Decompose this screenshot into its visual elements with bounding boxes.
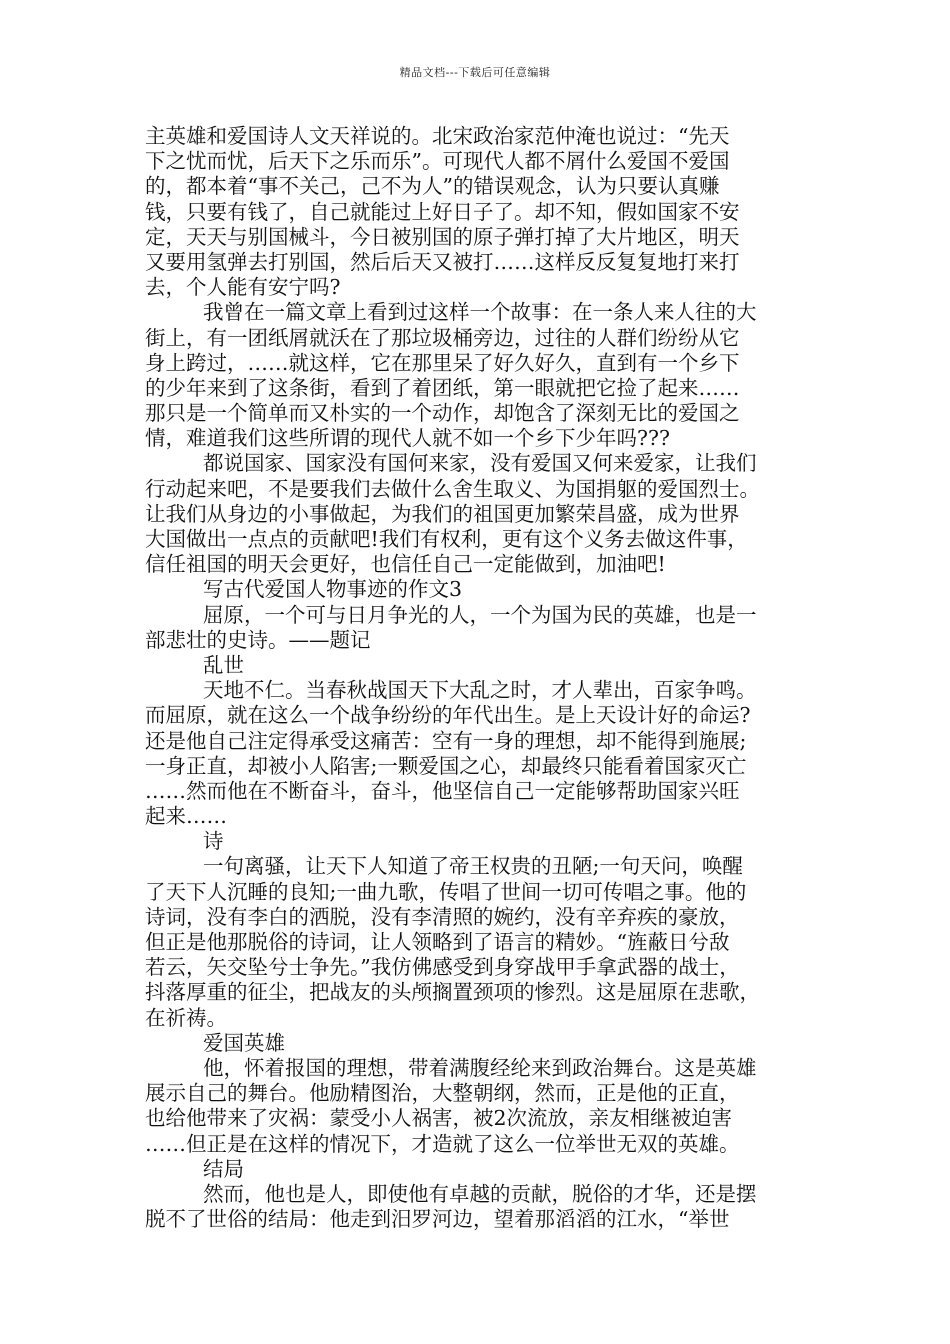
text-line: 行动起来吧，不是要我们去做什么舍生取义、为国捐躯的爱国烈士。 [145,476,760,501]
text-line: 而屈原，就在这么一个战争纷纷的年代出生。是上天设计好的命运? [145,703,751,728]
text-line: 那只是一个简单而又朴实的一个动作，却饱含了深刻无比的爱国之 [145,401,740,426]
text-line: 大国做出一点点的贡献吧!我们有权利，更有这个义务去做这件事， [145,527,748,551]
text-line: 一句离骚，让天下人知道了帝王权贵的丑陋;一句天问，唤醒 [203,854,743,879]
text-line: 身上跨过，……就这样，它在那里呆了好久好久，直到有一个乡下 [145,350,740,375]
text-line: 定，天天与别国械斗，今日被别国的原子弹打掉了大片地区，明天 [145,224,740,249]
text-line: 去，个人能有安宁吗? [145,275,341,300]
text-line: 写古代爱国人物事迹的作文3 [203,577,463,602]
text-line: 让我们从身边的小事做起，为我们的祖国更加繁荣昌盛，成为世界 [145,501,740,526]
text-line: 部悲壮的史诗。——题记 [145,627,371,652]
page-header: 精品文档---下载后可任意编辑 [399,66,551,79]
text-line: 脱不了世俗的结局：他走到汨罗河边，望着那滔滔的江水，“举世 [145,1207,730,1232]
text-line: 下之忧而忧，后天下之乐而乐”。可现代人都不屑什么爱国不爱国 [145,149,730,174]
text-line: 起来…… [145,804,227,829]
text-line: 展示自己的舞台。他励精图治，大整朝纲，然而，正是他的正直， [145,1081,740,1106]
text-line: ……然而他在不断奋斗，奋斗，他坚信自己一定能够帮助国家兴旺 [145,778,740,803]
text-line: 的，都本着“事不关己，己不为人”的错误观念，认为只要认真赚 [145,174,720,199]
text-line: 主英雄和爱国诗人文天祥说的。北宋政治家范仲淹也说过：“先天 [145,124,730,148]
document-body [145,124,807,1232]
text-line: 若云，矢交坠兮士争先。”我仿佛感受到身穿战甲手拿武器的战士， [145,955,740,980]
text-line: 了天下人沉睡的良知;一曲九歌，传唱了世间一切可传唱之事。他的 [145,879,747,904]
text-line: 但正是他那脱俗的诗词，让人领略到了语言的精妙。“旌蔽日兮敌 [145,930,730,954]
text-line: 又要用氢弹去打别国，然后后天又被打……这样反反复复地打来打 [145,249,740,274]
text-line: 一身正直，却被小人陷害;一颗爱国之心，却最终只能看着国家灭亡 [145,753,747,778]
text-line: 结局 [203,1156,244,1181]
text-line: 诗 [203,829,224,854]
text-line: 抖落厚重的征尘，把战友的头颅搁置颈项的惨烈。这是屈原在悲歌， [145,980,760,1005]
text-line: 的少年来到了这条街，看到了着团纸，第一眼就把它捡了起来…… [145,375,740,400]
text-line: 都说国家、国家没有国何来家，没有爱国又何来爱家，让我们 [203,451,757,476]
text-line: 然而，他也是人，即使他有卓越的贡献，脱俗的才华，还是摆 [203,1181,757,1206]
text-line: 街上，有一团纸屑就沃在了那垃圾桶旁边，过往的人群们纷纷从它 [145,325,740,350]
text-line: 乱世 [203,652,244,677]
text-line: 天地不仁。当春秋战国天下大乱之时，才人辈出，百家争鸣。 [203,678,757,703]
text-line: 还是他自己注定得承受这痛苦：空有一身的理想，却不能得到施展; [145,728,747,753]
text-line: 信任祖国的明天会更好，也信任自己一定能做到，加油吧! [145,552,666,577]
text-line: 情，难道我们这些所谓的现代人就不如一个乡下少年吗??? [145,426,670,451]
text-line: 屈原，一个可与日月争光的人，一个为国为民的英雄，也是一 [203,602,757,627]
text-line: 爱国英雄 [203,1030,285,1055]
text-line: 在祈祷。 [145,1005,227,1030]
text-line: 诗词，没有李白的洒脱，没有李清照的婉约，没有辛弃疾的豪放， [145,904,740,929]
text-line: 也给他带来了灾祸：蒙受小人祸害，被2次流放，亲友相继被迫害 [145,1106,733,1131]
text-line: 他，怀着报国的理想，带着满腹经纶来到政治舞台。这是英雄 [203,1055,757,1080]
text-line: ……但正是在这样的情况下，才造就了这么一位举世无双的英雄。 [145,1131,740,1156]
text-line: 钱，只要有钱了，自己就能过上好日子了。却不知，假如国家不安 [145,199,740,224]
text-line: 我曾在一篇文章上看到过这样一个故事：在一条人来人往的大 [203,300,757,325]
